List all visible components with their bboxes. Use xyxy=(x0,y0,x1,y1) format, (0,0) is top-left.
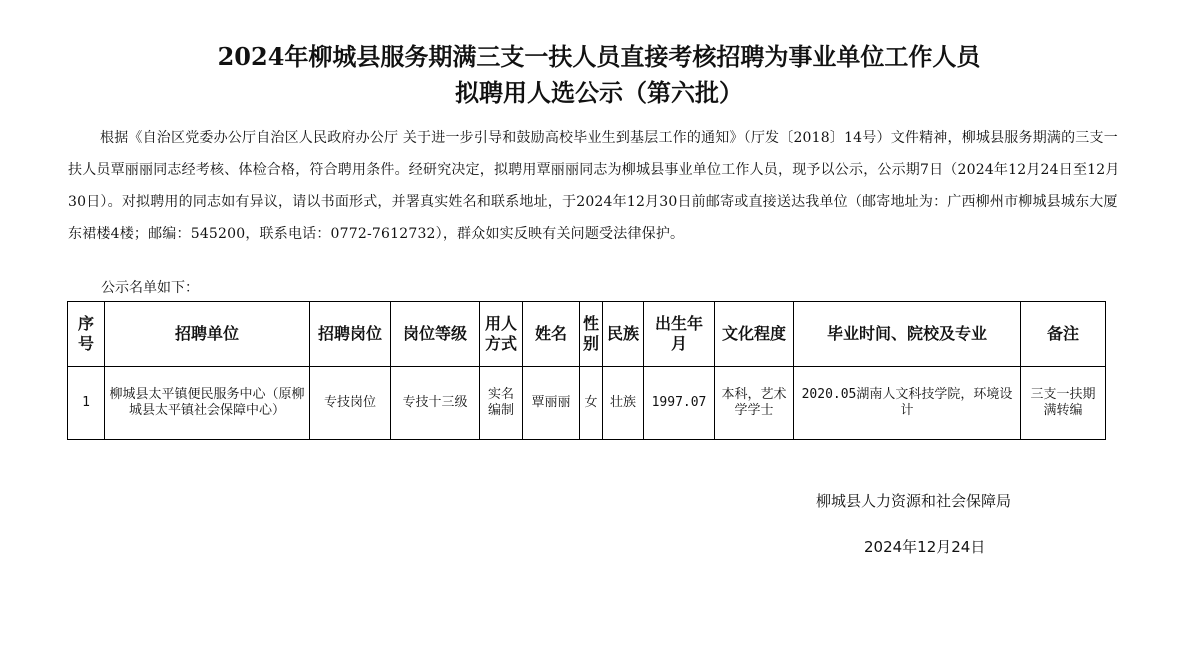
cell-ethnicity: 壮族 xyxy=(603,367,644,440)
notice-paragraph: 根据《自治区党委办公厅自治区人民政府办公厅 关于进一步引导和鼓励高校毕业生到基层工作的通知》（厅发〔2018〕14号）文件精神，柳城县服务期满的三支一扶人员覃丽丽同志经考核、体检合格，符合聘用条件。经研究决定，拟聘用覃丽丽同志为柳城县事业单位工作人员，现予以公示，公示期7日（2024年12月24日至12月30日）。对拟聘用的同志如有异议，请以书面形式，并署真实姓名和联系地址，于2024年12月30日前邮寄或直接送达我单位（邮寄地址为：广西柳州市柳城县城东大厦东裙楼4楼；邮编：545200，联系电话：0772-7612732），群众如实反映有关问题受法律保护。 xyxy=(68,130,1120,242)
header-ethnicity: 民族 xyxy=(603,302,644,367)
table-row xyxy=(68,367,1106,440)
header-employment-type: 用人方式 xyxy=(480,302,523,367)
header-remarks: 备注 xyxy=(1021,302,1106,367)
cell-recruiting-unit: 柳城县太平镇便民服务中心（原柳城县太平镇社会保障中心） xyxy=(105,367,310,440)
cell-position: 专技岗位 xyxy=(310,367,391,440)
header-birth-date: 出生年月 xyxy=(644,302,715,367)
cell-graduation-info: 2020.05湖南人文科技学院，环境设计 xyxy=(794,367,1021,440)
issue-date: 2024年12月24日 xyxy=(864,538,986,556)
header-position-level: 岗位等级 xyxy=(391,302,480,367)
candidate-table xyxy=(67,301,1106,440)
table-header-row xyxy=(68,302,1106,367)
header-position: 招聘岗位 xyxy=(310,302,391,367)
header-recruiting-unit: 招聘单位 xyxy=(105,302,310,367)
cell-name: 覃丽丽 xyxy=(523,367,580,440)
issuing-organization: 柳城县人力资源和社会保障局 xyxy=(816,492,1012,510)
cell-birth-date: 1997.07 xyxy=(644,367,715,440)
cell-gender: 女 xyxy=(580,367,603,440)
header-serial: 序号 xyxy=(68,302,105,367)
cell-education: 本科，艺术学学士 xyxy=(715,367,794,440)
cell-employment-type: 实名编制 xyxy=(480,367,523,440)
header-education: 文化程度 xyxy=(715,302,794,367)
cell-position-level: 专技十三级 xyxy=(391,367,480,440)
cell-remarks: 三支一扶期满转编 xyxy=(1021,367,1106,440)
list-label: 公示名单如下： xyxy=(101,280,199,296)
document-title-line-1: 2024年柳城县服务期满三支一扶人员直接考核招聘为事业单位工作人员 xyxy=(217,42,981,71)
header-graduation-info: 毕业时间、院校及专业 xyxy=(794,302,1021,367)
document-title-line-2: 拟聘用人选公示（第六批） xyxy=(455,78,743,107)
cell-serial: 1 xyxy=(68,367,105,440)
header-name: 姓名 xyxy=(523,302,580,367)
header-gender: 性别 xyxy=(580,302,603,367)
